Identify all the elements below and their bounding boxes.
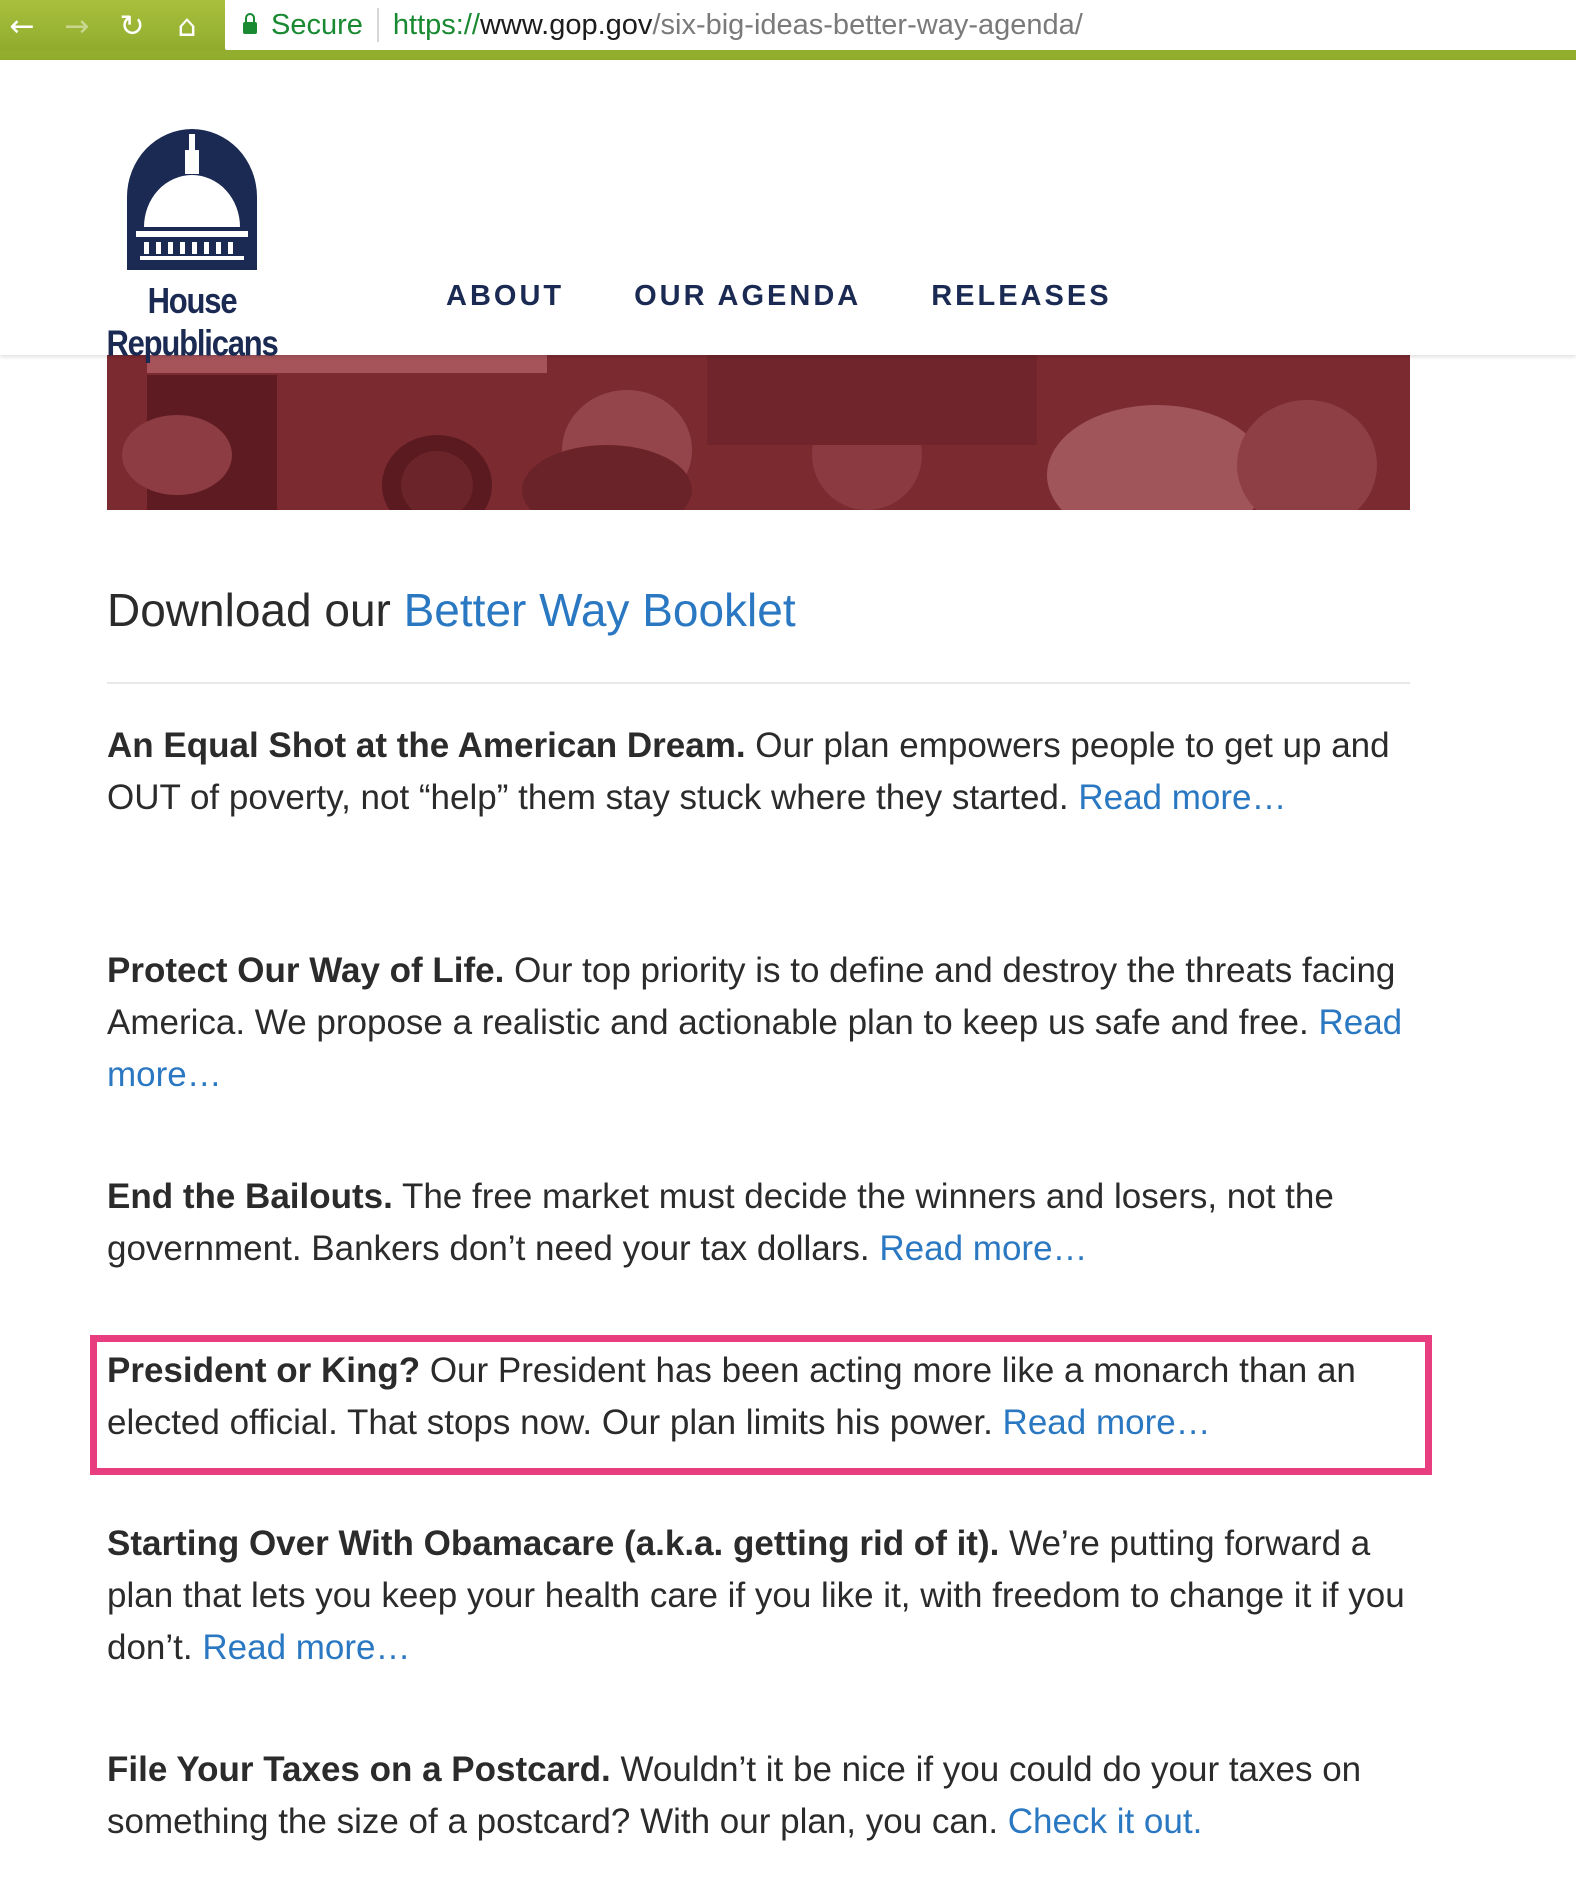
capitol-dome-icon <box>72 102 312 277</box>
item-title: An Equal Shot at the American Dream. <box>107 726 746 765</box>
lock-icon <box>243 22 257 34</box>
item-body: We’re putting forward a plan that lets you keep your health care if you like it, with freedom to change it if you don’t. <box>107 1524 1405 1667</box>
nav-about[interactable]: ABOUT <box>446 280 565 312</box>
agenda-item <box>107 945 1410 1101</box>
agenda-item <box>107 1744 1410 1848</box>
booklet-prefix: Download our <box>107 584 404 636</box>
hero-photo <box>107 355 1410 510</box>
main-content <box>107 580 1410 640</box>
security-label: Secure <box>271 8 363 41</box>
item-body: Wouldn’t it be nice if you could do your taxes on something the size of a postcard? With our plan, you can. <box>107 1750 1362 1841</box>
nav-releases[interactable]: RELEASES <box>931 280 1112 312</box>
highlight-annotation-box <box>90 1335 1432 1475</box>
item-title: President or King? <box>107 1351 421 1390</box>
agenda-item <box>107 1171 1410 1275</box>
check-it-out-link[interactable]: Check it out. <box>1007 1802 1203 1841</box>
url-divider <box>377 8 379 42</box>
item-title: Starting Over With Obamacare (a.k.a. getting rid of it). <box>107 1524 1000 1563</box>
divider <box>107 682 1410 684</box>
read-more-link[interactable]: Read more… <box>202 1628 411 1667</box>
read-more-link[interactable]: Read more… <box>879 1229 1088 1268</box>
main-nav <box>446 280 1182 313</box>
forward-arrow-icon[interactable]: → <box>64 8 90 44</box>
read-more-link[interactable]: Read more… <box>1078 778 1287 817</box>
read-more-link[interactable]: Read more… <box>107 1003 1403 1094</box>
url-scheme: https:// <box>392 8 480 41</box>
hero-banner-image <box>107 355 1410 510</box>
url-path: /six-big-ideas-better-way-agenda/ <box>652 8 1083 41</box>
toolbar-strip <box>0 50 1576 60</box>
address-bar[interactable] <box>225 0 1576 50</box>
item-title: End the Bailouts. <box>107 1177 393 1216</box>
item-body: Our plan empowers people to get up and OUT of poverty, not “help” them stay stuck where they started. <box>107 726 1390 817</box>
browser-toolbar <box>0 0 1576 60</box>
item-body: The free market must decide the winners and losers, not the government. Bankers don’t need your tax dollars. <box>107 1177 1334 1268</box>
item-body: Our President has been acting more like a monarch than an elected official. That stops now. Our plan limits his power. <box>107 1351 1356 1442</box>
logo-text: House Republicans <box>106 280 278 364</box>
booklet-link[interactable]: Better Way Booklet <box>403 584 796 636</box>
read-more-link[interactable]: Read more… <box>1002 1403 1211 1442</box>
back-arrow-icon[interactable]: ← <box>9 8 35 44</box>
url-host: www.gop.gov <box>479 8 653 41</box>
agenda-item <box>107 1518 1410 1674</box>
nav-our-agenda[interactable]: OUR AGENDA <box>634 280 862 312</box>
reload-icon[interactable]: ↻ <box>119 8 145 44</box>
item-title: File Your Taxes on a Postcard. <box>107 1750 611 1789</box>
item-title: Protect Our Way of Life. <box>107 951 505 990</box>
agenda-item <box>107 720 1410 824</box>
house-republicans-logo[interactable] <box>72 102 312 364</box>
url-text[interactable] <box>393 9 1083 42</box>
booklet-heading <box>107 580 1410 640</box>
item-body: Our top priority is to define and destroy the threats facing America. We propose a realistic and actionable plan to keep us safe and free. <box>107 951 1396 1042</box>
home-icon[interactable]: ⌂ <box>177 8 197 44</box>
